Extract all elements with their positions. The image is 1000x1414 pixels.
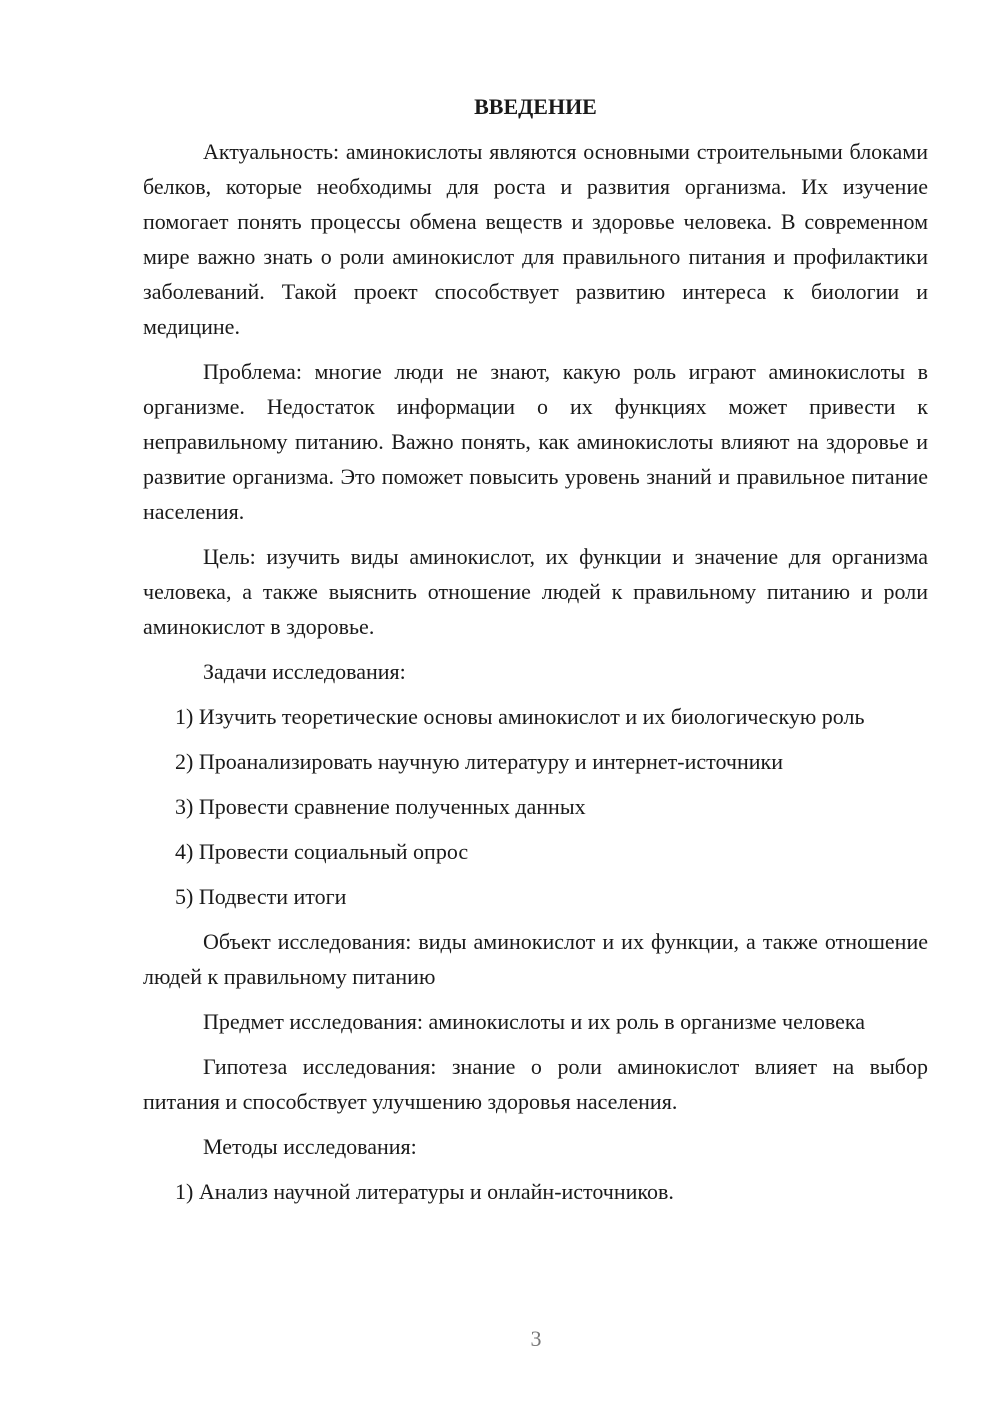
task-item-2: 2) Проанализировать научную литературу и интернет-источники bbox=[175, 749, 783, 774]
hypothesis-paragraph: Гипотеза исследования: знание о роли аминокислот влияет на выбор питания и способствует улучшению здоровья населения. bbox=[143, 1054, 928, 1114]
page-number: 3 bbox=[530, 1326, 542, 1351]
page-title: ВВЕДЕНИЕ bbox=[474, 94, 597, 119]
task-item-1: 1) Изучить теоретические основы аминокислот и их биологическую роль bbox=[175, 704, 865, 729]
document-page bbox=[143, 92, 928, 1219]
relevance-paragraph: Актуальность: аминокислоты являются основными строительными блоками белков, которые необходимы для роста и развития организма. Их изучение помогает понять процессы обмена веществ и здоровье человека. В современном мире важно знать о роли аминокислот для правильного питания и профилактики заболеваний. Такой проект способствует развитию интереса к биологии и медицине. bbox=[143, 139, 928, 339]
method-item-1: 1) Анализ научной литературы и онлайн-источников. bbox=[175, 1179, 674, 1204]
methods-heading: Методы исследования: bbox=[203, 1134, 417, 1159]
task-item-5: 5) Подвести итоги bbox=[175, 884, 347, 909]
task-item-4: 4) Провести социальный опрос bbox=[175, 839, 469, 864]
goal-paragraph: Цель: изучить виды аминокислот, их функции и значение для организма человека, а также выяснить отношение людей к правильному питанию и роли аминокислот в здоровье. bbox=[143, 544, 928, 639]
subject-paragraph: Предмет исследования: аминокислоты и их роль в организме человека bbox=[203, 1009, 865, 1034]
task-item-3: 3) Провести сравнение полученных данных bbox=[175, 794, 586, 819]
object-paragraph: Объект исследования: виды аминокислот и их функции, а также отношение людей к правильному питанию bbox=[143, 929, 928, 989]
tasks-heading: Задачи исследования: bbox=[203, 659, 406, 684]
problem-paragraph: Проблема: многие люди не знают, какую роль играют аминокислоты в организме. Недостаток информации о их функциях может привести к неправильному питанию. Важно понять, как аминокислоты влияют на здоровье и развитие организма. Это поможет повысить уровень знаний и правильное питание населения. bbox=[143, 359, 928, 524]
